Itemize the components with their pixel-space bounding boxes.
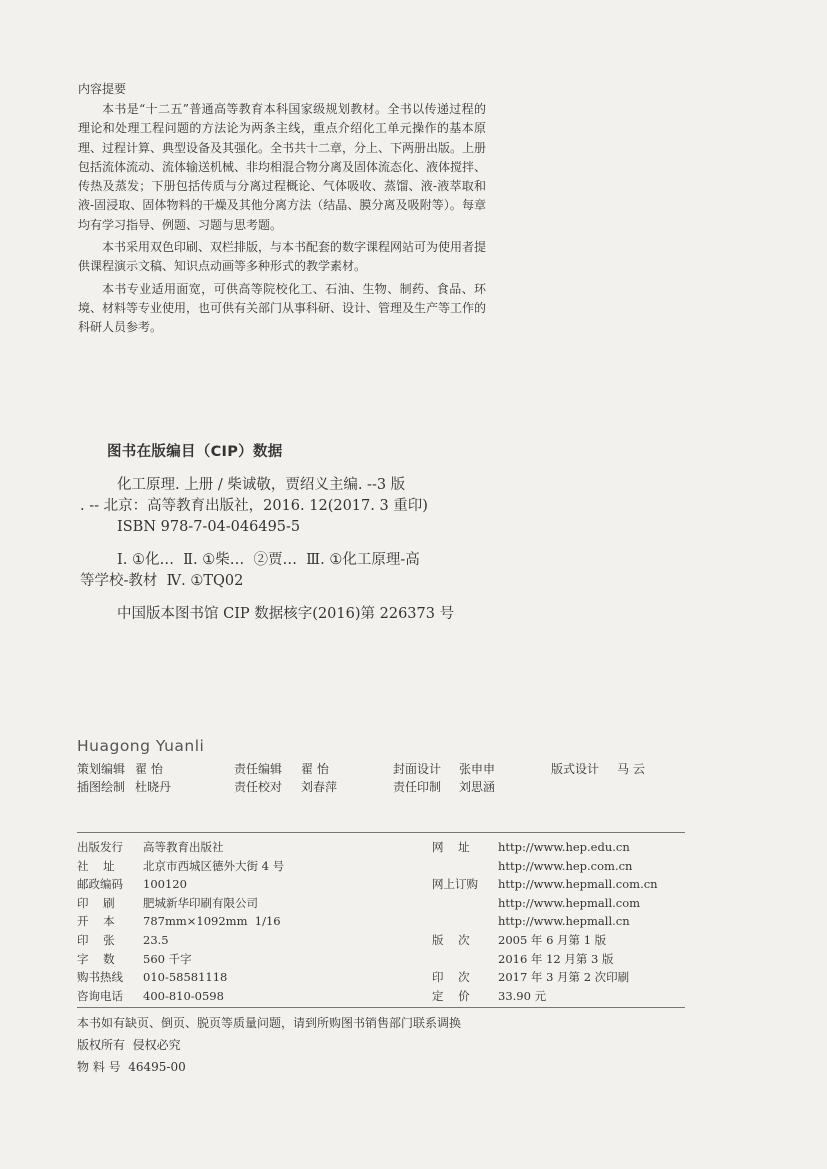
pub-url: http://www.hepmall.cn — [498, 914, 630, 929]
summary-paragraph: 本书采用双色印刷、双栏排版，与本书配套的数字课程网站可为使用者提供课程演示文稿、知识点动画等多种形式的教学素材。 — [78, 240, 487, 274]
pub-label: 邮政编码 — [77, 877, 123, 892]
pub-value: 787mm×1092mm 1/16 — [143, 914, 281, 929]
pinyin-title: Huagong Yuanli — [77, 737, 205, 755]
pub-value: 北京市西城区德外大街 4 号 — [143, 858, 285, 873]
material-number: 物 料 号 46495-00 — [77, 1060, 186, 1074]
pub-value: 肥城新华印刷有限公司 — [143, 895, 258, 910]
cip-line: ISBN 978-7-04-046495-5 — [117, 519, 301, 535]
pub-value: 2005 年 6 月第 1 版 — [498, 933, 607, 947]
credit-label: 责任校对 — [234, 780, 283, 794]
pub-label: 网 址 — [432, 840, 470, 854]
pub-value: 23.5 — [143, 933, 169, 947]
pub-value: 400-810-0598 — [143, 988, 224, 1003]
credit-label: 责任编辑 — [234, 762, 283, 776]
cip-record-number: 中国版本图书馆 CIP 数据核字(2016)第 226373 号 — [117, 606, 455, 622]
credit-value: 翟 怡 — [301, 762, 329, 776]
pub-url: http://www.hepmall.com — [498, 895, 641, 910]
pub-label: 咨询电话 — [77, 988, 123, 1003]
credit-value: 翟 怡 — [135, 762, 163, 776]
credit-value: 刘春萍 — [301, 780, 338, 794]
pub-value: 2016 年 12 月第 3 版 — [498, 951, 614, 966]
summary-title: 内容提要 — [78, 82, 127, 96]
pub-value: 100120 — [143, 877, 187, 892]
credit-label: 插图绘制 — [77, 780, 126, 794]
cip-line: Ⅰ. ①化… Ⅱ. ①柴… ②贾… Ⅲ. ①化工原理-高 — [117, 552, 420, 568]
credit-label: 策划编辑 — [77, 762, 126, 776]
divider — [77, 1007, 685, 1008]
credit-value: 张申申 — [459, 762, 496, 776]
credit-value: 马 云 — [617, 762, 645, 776]
cip-title: 图书在版编目（CIP）数据 — [107, 444, 283, 460]
cip-block — [80, 475, 500, 625]
cip-line: 等学校-教材 Ⅳ. ①TQ02 — [80, 573, 244, 589]
pub-value: 010-58581118 — [143, 970, 228, 985]
pub-label: 网上订购 — [432, 877, 478, 892]
divider — [77, 832, 685, 833]
pub-url: http://www.hep.edu.cn — [498, 840, 630, 854]
pub-label: 印 刷 — [77, 895, 115, 910]
credit-label: 封面设计 — [393, 762, 442, 776]
pub-value: 560 千字 — [143, 951, 192, 966]
cip-line: . -- 北京：高等教育出版社，2016. 12(2017. 3 重印) — [80, 498, 428, 514]
summary-body — [78, 100, 486, 341]
pub-label: 出版发行 — [77, 840, 123, 854]
pub-label: 印 张 — [77, 933, 115, 947]
credit-value: 刘思涵 — [459, 780, 496, 794]
pub-value: 高等教育出版社 — [143, 840, 224, 854]
pub-label: 定 价 — [432, 988, 470, 1003]
pub-label: 印 次 — [432, 970, 470, 985]
credit-label: 版式设计 — [551, 762, 600, 776]
quality-notice: 本书如有缺页、倒页、脱页等质量问题，请到所购图书销售部门联系调换 — [77, 1016, 462, 1030]
cip-line: 化工原理. 上册 / 柴诚敬，贾绍义主编. --3 版 — [117, 477, 406, 493]
pub-value: 2017 年 3 月第 2 次印刷 — [498, 970, 630, 985]
pub-url: http://www.hepmall.com.cn — [498, 877, 658, 892]
credit-label: 责任印制 — [393, 780, 442, 794]
summary-paragraph: 本书专业适用面宽，可供高等院校化工、石油、生物、制药、食品、环境、材料等专业使用，也可供有关部门从事科研、设计、管理及生产等工作的科研人员参考。 — [78, 281, 487, 335]
pub-label: 版 次 — [432, 933, 470, 947]
credit-value: 杜晓丹 — [135, 780, 172, 794]
pub-label: 字 数 — [77, 951, 115, 966]
pub-label: 购书热线 — [77, 970, 123, 985]
footer — [77, 1012, 461, 1078]
rights-notice: 版权所有 侵权必究 — [77, 1038, 181, 1052]
pub-price: 33.90 元 — [498, 988, 547, 1003]
summary-paragraph: 本书是“十二五”普通高等教育本科国家级规划教材。全书以传递过程的理论和处理工程问题的方法论为两条主线，重点介绍化工单元操作的基本原理、过程计算、典型设备及其强化。全书共十二章，分上、下两册出版。上册包括流体流动、流体输送机械、非均相混合物分离及固体流态化、液体搅拌、传热及蒸发；下册包括传质与分离过程概论、气体吸收、蒸馏、液-液萃取和液-固浸取、固体物料的干燥及其他分离方法（结晶、膜分离及吸附等）。每章均有学习指导、例题、习题与思考题。 — [78, 102, 487, 232]
pub-label: 社 址 — [77, 858, 115, 873]
pub-label: 开 本 — [77, 914, 115, 929]
pub-url: http://www.hep.com.cn — [498, 858, 633, 873]
